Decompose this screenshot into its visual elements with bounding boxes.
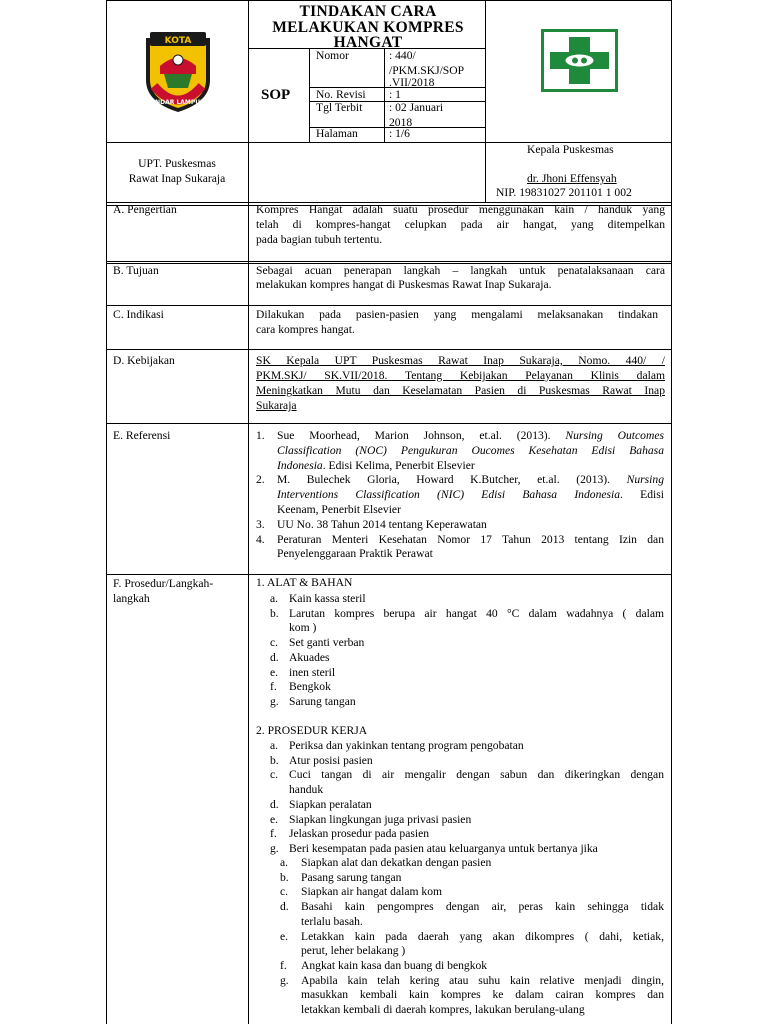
- list-item: Larutan kompres berupa air hangat 40 °C dalam wadahnya ( dalam: [289, 606, 664, 620]
- border-top: [106, 0, 672, 1]
- list-item: Siapkan air hangat dalam kom: [301, 885, 443, 899]
- list-marker: f.: [270, 827, 277, 841]
- list-marker: b.: [270, 753, 279, 767]
- list-item: Atur posisi pasien: [289, 753, 373, 767]
- label-prosedur: [113, 577, 213, 606]
- reference-line: [277, 429, 664, 444]
- border-left: [106, 0, 107, 1024]
- text-line: PKM.SKJ/ SK.VII/2018. Tentang Kebijakan Pelayanan Klinis dalam: [256, 369, 665, 382]
- alat-title: 1. ALAT & BAHAN: [256, 576, 353, 589]
- meta-value-line: : 440/: [389, 49, 416, 62]
- meta-col-divider: [384, 48, 385, 143]
- list-item: Siapkan alat dan dekatkan dengan pasien: [301, 856, 492, 869]
- puskesmas-logo: [541, 29, 618, 92]
- reference-italic: Nursing Outcomes: [565, 429, 664, 442]
- label-referensi: E. Referensi: [113, 429, 171, 442]
- list-item: Bengkok: [289, 680, 331, 694]
- list-marker: a.: [270, 739, 279, 752]
- list-marker: b.: [270, 606, 279, 620]
- list-marker: e.: [270, 812, 279, 826]
- list-item: Sarung tangan: [289, 694, 356, 708]
- list-marker: d.: [280, 900, 289, 914]
- list-marker: c.: [270, 636, 279, 650]
- list-item: Periksa dan yakinkan tentang program pengobatan: [289, 739, 524, 752]
- text-line: Dilakukan pada pasien-pasien yang mengalami melaksanakan tindakan: [256, 308, 658, 321]
- label-pengertian: A. Pengertian: [113, 203, 177, 216]
- list-item: Letakkan kain pada daerah yang akan dikompres ( dahi, ketiak,: [301, 929, 664, 943]
- reference-number: 4.: [256, 532, 265, 546]
- reference-text: . Edisi Kelima, Penerbit Elsevier: [322, 458, 475, 472]
- text-line: Sukaraja: [256, 399, 297, 412]
- meta-value-revisi: : 1: [389, 88, 401, 101]
- list-item: perut, leher belakang ): [301, 944, 406, 958]
- meta-value-nomor: [389, 49, 464, 91]
- list-item: Jelaskan prosedur pada pasien: [289, 827, 430, 841]
- list-item: Pasang sarung tangan: [301, 870, 402, 884]
- text-line: Kompres Hangat adalah suatu prosedur menggunakan kain / handuk yang: [256, 203, 665, 216]
- logo-text-top: KOTA: [164, 36, 192, 46]
- list-marker: g.: [280, 973, 289, 987]
- kota-bandar-lampung-logo: [140, 28, 216, 114]
- head-nip: NIP. 19831027 201101 1 002: [496, 186, 632, 199]
- list-marker: a.: [270, 592, 279, 605]
- sop-col-divider: [309, 48, 310, 143]
- row-line-b: [106, 261, 672, 262]
- list-item: masukkan kembali kain kompres ke dalam cairan kompres dan: [301, 988, 664, 1002]
- document-title: [252, 4, 484, 51]
- row-line-c: [106, 305, 672, 306]
- reference-italic: Interventions Classification (NIC) Edisi Bahasa Indonesia: [277, 488, 621, 502]
- list-marker: c.: [280, 885, 289, 899]
- list-item: Kain kassa steril: [289, 592, 366, 605]
- label-tujuan: B. Tujuan: [113, 264, 159, 277]
- reference-text: Peraturan Menteri Kesehatan Nomor 17 Tahun 2013 tentang Izin dan: [277, 532, 664, 546]
- list-marker: e.: [270, 665, 279, 679]
- text-line: Sebagai acuan penerapan langkah – langkah untuk penatalaksanaan cara: [256, 264, 665, 277]
- list-item: inen steril: [289, 665, 336, 679]
- list-item: Siapkan peralatan: [289, 797, 372, 811]
- reference-text: . Edisi: [620, 488, 664, 502]
- meta-value-line: 2018: [389, 115, 413, 129]
- list-item: letakkan kembali di daerah kompres, lakukan berulang-ulang: [301, 1003, 585, 1016]
- meta-value-halaman: : 1/6: [389, 127, 410, 140]
- list-item: terlalu basah.: [301, 914, 363, 928]
- meta-label-halaman: Halaman: [316, 127, 358, 140]
- text-line: telah di kompres-hangat celupkan pada air hangat, yang ditempelkan: [256, 218, 665, 231]
- list-marker: a.: [280, 856, 289, 869]
- reference-line: [277, 518, 664, 533]
- text-line: SK Kepala UPT Puskesmas Rawat Inap Sukaraja, Nomo. 440/ /: [256, 354, 665, 367]
- logo-text-bottom: BANDAR LAMPUNG: [145, 99, 211, 106]
- list-marker: e.: [280, 929, 289, 943]
- reference-line: [277, 503, 664, 518]
- reference-number: 2.: [256, 473, 265, 487]
- list-item: handuk: [289, 783, 324, 797]
- list-item: Apabila kain telah kering atau suhu kain relative menjadi dingin,: [301, 973, 664, 987]
- list-item: Siapkan lingkungan juga privasi pasien: [289, 812, 472, 826]
- list-marker: d.: [270, 650, 279, 664]
- reference-italic: Nursing: [626, 473, 664, 487]
- reference-italic: Indonesia: [277, 458, 323, 472]
- reference-number: 1.: [256, 429, 265, 442]
- text-line: pada bagian tubuh tertentu.: [256, 233, 383, 246]
- list-item: Akuades: [289, 650, 330, 664]
- row-line-d: [106, 349, 672, 350]
- reference-text: M. Bulechek Gloria, Howard K.Butcher, et.al. (2013).: [277, 473, 627, 487]
- sop-label: SOP: [261, 87, 291, 103]
- reference-line: [277, 488, 664, 503]
- reference-italic: Classification (NOC) Pengukuran Oucomes Kesehatan Edisi Bahasa: [277, 443, 664, 457]
- list-item: Angkat kain kasa dan buang di bengkok: [301, 958, 488, 972]
- meta-label-revisi: No. Revisi: [316, 88, 366, 101]
- row-line-e: [106, 423, 672, 424]
- reference-number: 3.: [256, 517, 265, 531]
- head-title: Kepala Puskesmas: [527, 143, 614, 156]
- label-kebijakan: D. Kebijakan: [113, 354, 175, 367]
- header-col-divider-right: [485, 0, 486, 203]
- title-line: TINDAKAN CARA: [299, 3, 437, 20]
- head-name: dr. Jhoni Effensyah: [527, 172, 617, 185]
- meta-label-nomor: Nomor: [316, 49, 349, 62]
- reference-text: Keenam, Penerbit Elsevier: [277, 503, 401, 516]
- list-marker: d.: [270, 797, 279, 811]
- border-right: [671, 0, 672, 1024]
- org-line: UPT. Puskesmas: [138, 157, 216, 170]
- label-line: F. Prosedur/Langkah-: [113, 577, 214, 590]
- label-line: langkah: [113, 591, 150, 605]
- title-line: MELAKUKAN KOMPRES: [272, 18, 464, 36]
- list-marker: f.: [270, 680, 277, 694]
- reference-text: Penyelenggaraan Praktik Perawat: [277, 547, 433, 561]
- list-marker: f.: [280, 958, 287, 972]
- meta-value-terbit: [389, 101, 443, 130]
- reference-line: [277, 547, 664, 562]
- meta-value-line: : 02 Januari: [389, 101, 444, 114]
- list-marker: g.: [270, 841, 279, 855]
- meta-value-line: /PKM.SKJ/SOP: [389, 63, 465, 77]
- meta-label-terbit: Tgl Terbit: [316, 101, 363, 114]
- list-marker: b.: [280, 870, 289, 884]
- reference-line: [277, 459, 664, 474]
- list-item: Beri kesempatan pada pasien atau keluarganya untuk bertanya jika: [289, 841, 598, 855]
- org-name: [106, 157, 248, 186]
- list-item: Cuci tangan di air mengalir dengan sabun dan dikeringkan dengan: [289, 768, 664, 782]
- reference-line: [277, 533, 664, 548]
- reference-text: UU No. 38 Tahun 2014 tentang Keperawatan: [277, 517, 487, 531]
- list-marker: g.: [270, 694, 279, 708]
- list-item: kom ): [289, 621, 317, 635]
- list-item: Set ganti verban: [289, 636, 365, 650]
- reference-text: Sue Moorhead, Marion Johnson, et.al. (2013).: [277, 429, 566, 442]
- text-line: melakukan kompres hangat di Puskesmas Rawat Inap Sukaraja.: [256, 278, 552, 291]
- title-line: HANGAT: [333, 34, 403, 51]
- text-line: Meningkatkan Mutu dan Keselamatan Pasien di Puskesmas Rawat Inap: [256, 384, 665, 397]
- col-divider: [248, 0, 249, 1024]
- list-marker: c.: [270, 768, 279, 782]
- label-indikasi: C. Indikasi: [113, 308, 164, 321]
- org-line: Rawat Inap Sukaraja: [128, 171, 226, 185]
- meta-value-line: .VII/2018: [389, 76, 435, 89]
- list-item: Basahi kain pengompres dengan air, peras kain sehingga tidak: [301, 900, 664, 914]
- row-line-f: [106, 574, 672, 575]
- text-line: cara kompres hangat.: [256, 323, 355, 336]
- reference-line: [277, 444, 664, 459]
- reference-line: [277, 473, 664, 488]
- kerja-title: 2. PROSEDUR KERJA: [256, 724, 368, 737]
